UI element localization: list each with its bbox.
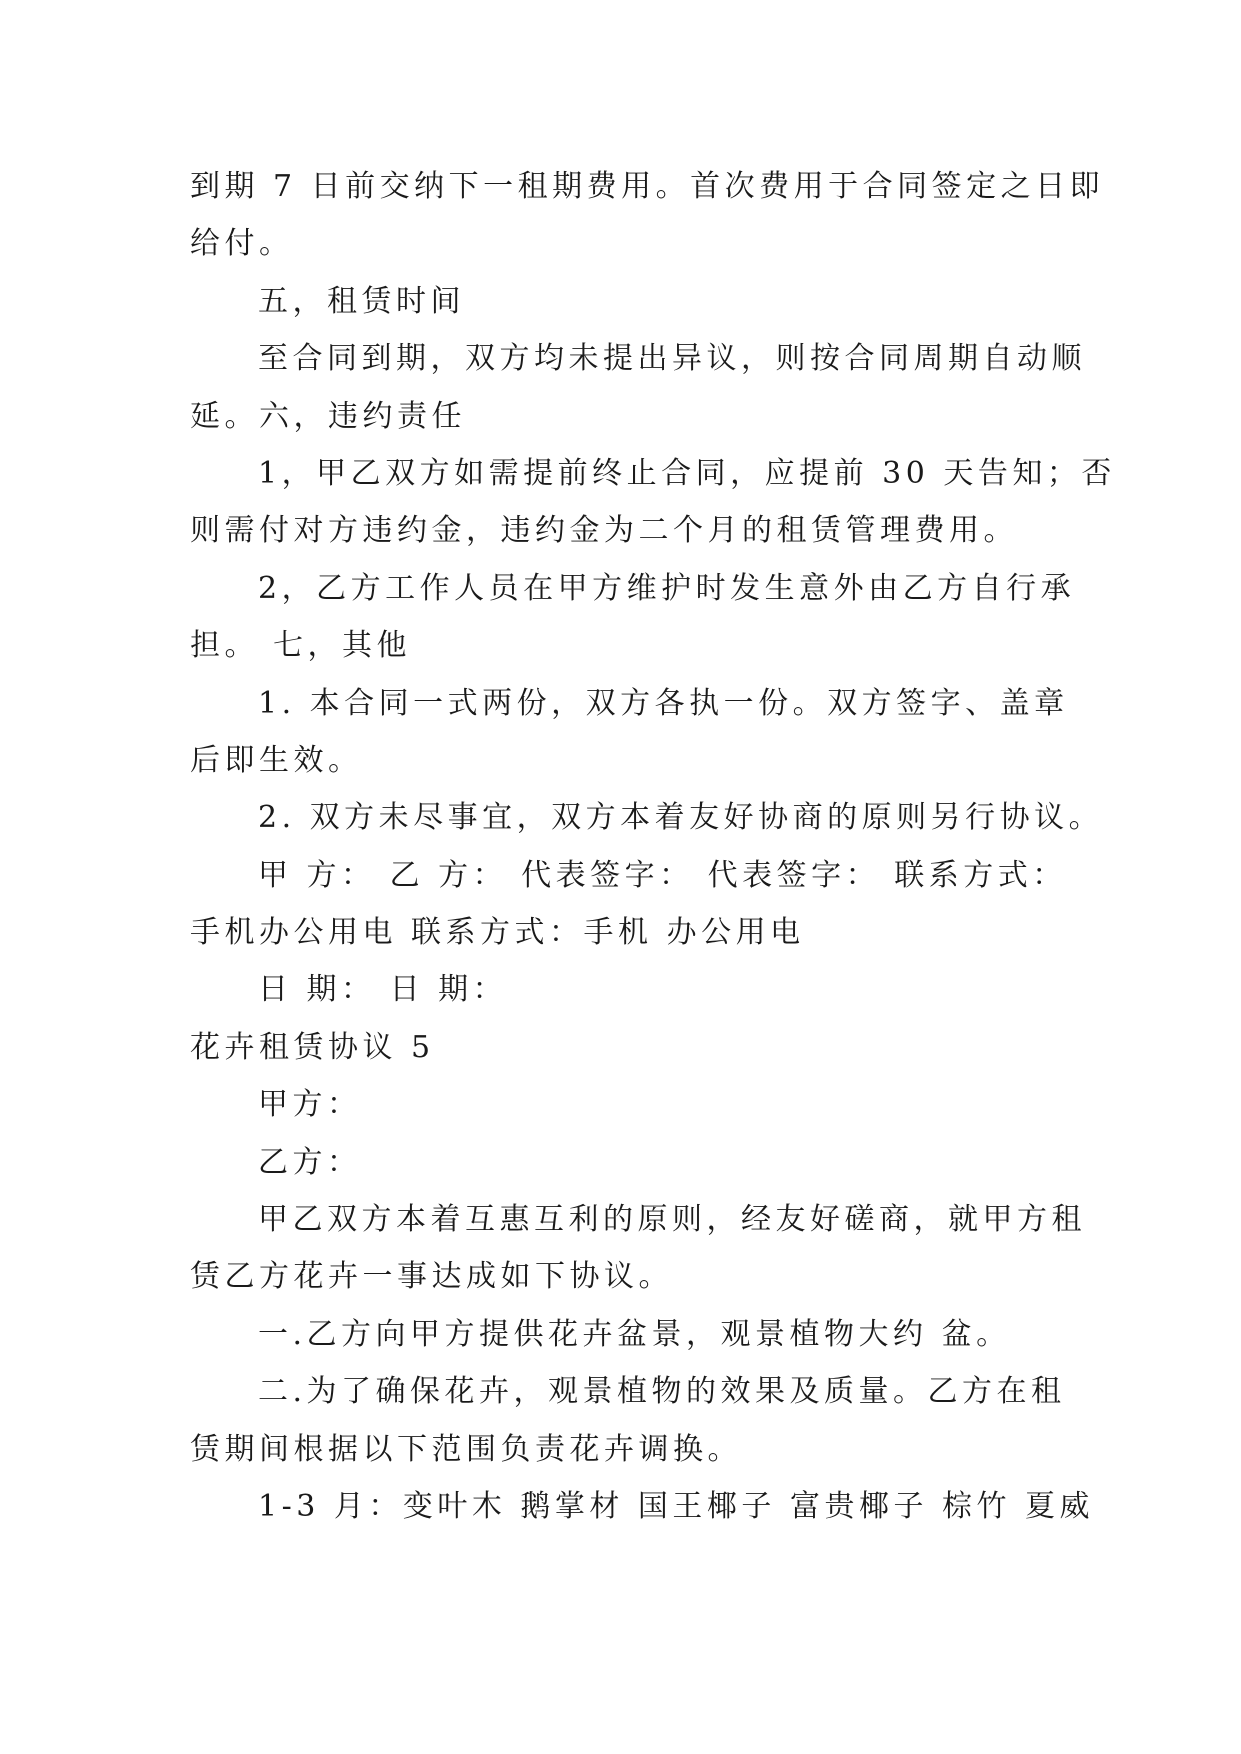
document-page [190, 158, 1116, 1535]
text-line: 一.乙方向甲方提供花卉盆景，观景植物大约 盆。 [258, 1316, 1011, 1352]
party-b-line: 乙方： [258, 1144, 362, 1180]
text-line: 则需付对方违约金，违约金为二个月的租赁管理费用。 [190, 513, 1018, 549]
text-line: 2，乙方工作人员在甲方维护时发生意外由乙方自行承 [258, 570, 1076, 606]
text-line: 赁乙方花卉一事达成如下协议。 [190, 1259, 673, 1295]
document-title: 花卉租赁协议 5 [190, 1029, 435, 1065]
date-line: 日 期： 日 期： [258, 972, 508, 1008]
text-line: 1-3 月：变叶木 鹅掌材 国王椰子 富贵椰子 棕竹 夏威 [258, 1488, 1095, 1524]
party-a-line: 甲方： [258, 1087, 362, 1123]
signature-line: 手机办公用电 联系方式：手机 办公用电 [190, 915, 805, 951]
text-line: 二.为了确保花卉，观景植物的效果及质量。乙方在租 [258, 1374, 1066, 1410]
section-heading: 五，租赁时间 [258, 283, 465, 319]
text-line: 2. 双方未尽事宜，双方本着友好协商的原则另行协议。 [258, 800, 1104, 836]
text-line: 延。六，违约责任 [190, 398, 466, 434]
signature-line: 甲 方： 乙 方： 代表签字： 代表签字： 联系方式： [258, 857, 1067, 893]
text-line: 1. 本合同一式两份，双方各执一份。双方签字、盖章 [258, 685, 1069, 721]
text-line: 赁期间根据以下范围负责花卉调换。 [190, 1431, 742, 1467]
text-line: 后即生效。 [190, 742, 363, 778]
text-line: 1，甲乙双方如需提前终止合同，应提前 30 天告知；否 [258, 455, 1116, 491]
text-line: 甲乙双方本着互惠互利的原则，经友好磋商，就甲方租 [258, 1202, 1086, 1238]
text-line: 给付。 [190, 226, 294, 262]
text-line: 至合同到期，双方均未提出异议，则按合同周期自动顺 [258, 341, 1086, 377]
text-line: 到期 7 日前交纳下一租期费用。首次费用于合同签定之日即 [190, 169, 1105, 204]
text-line: 担。 七，其他 [190, 628, 412, 664]
